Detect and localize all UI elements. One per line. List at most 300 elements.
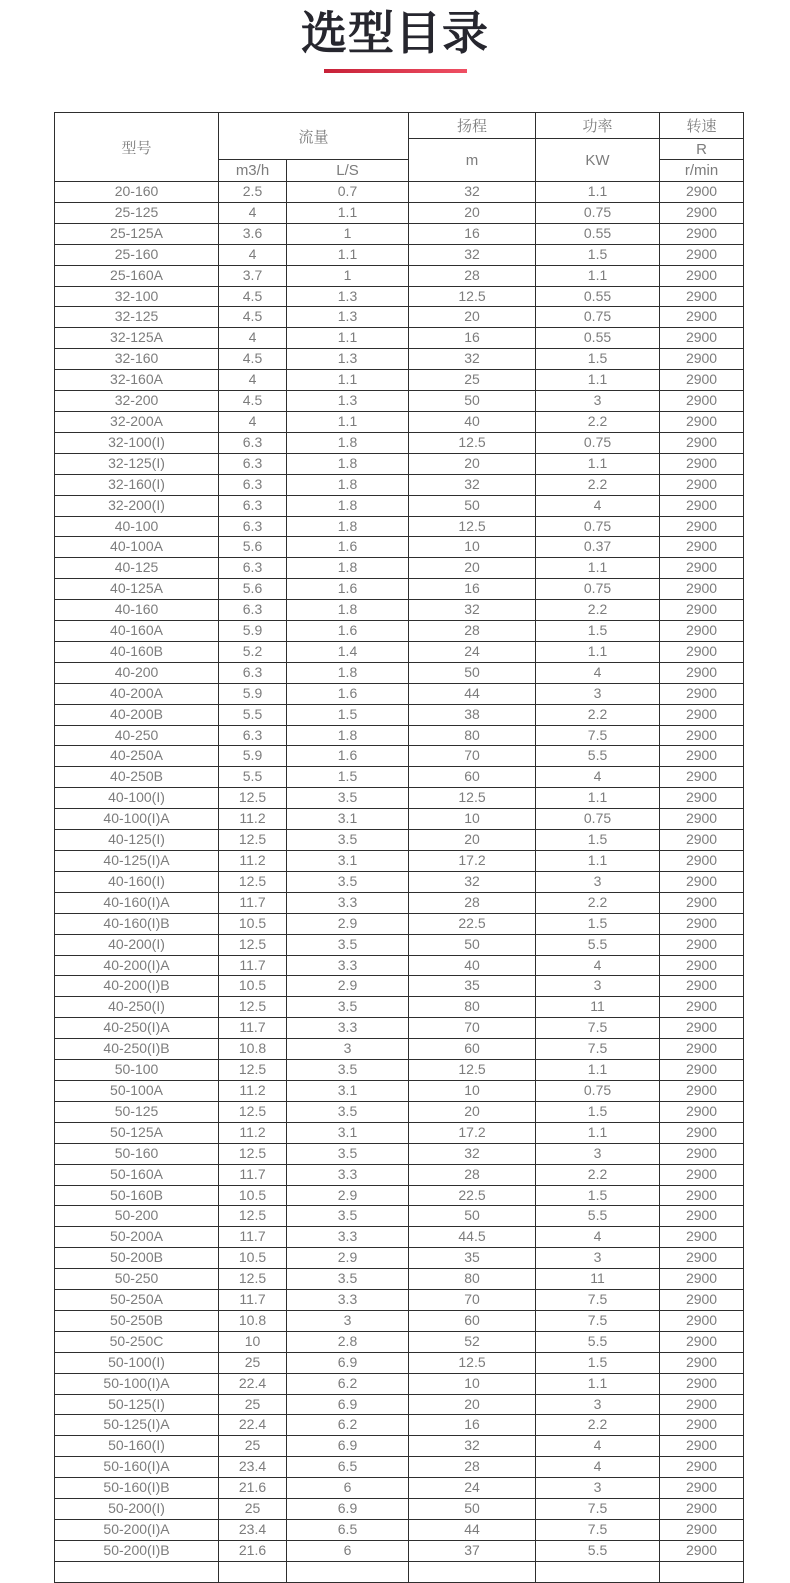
cell-flow-m3h: 3.6 xyxy=(219,223,287,244)
table-row xyxy=(55,474,744,495)
cell-power-kw: 3 xyxy=(536,1478,660,1499)
cell-model: 40-250(I)B xyxy=(55,1039,219,1060)
catalog-header xyxy=(55,113,744,182)
cell-flow-ls: 3.5 xyxy=(287,997,409,1018)
table-row xyxy=(55,328,744,349)
cell-head-m: 28 xyxy=(409,892,536,913)
cell-model: 32-125A xyxy=(55,328,219,349)
cell-speed-rpm: 2900 xyxy=(660,976,744,997)
cell-flow-ls: 3.1 xyxy=(287,1122,409,1143)
cell-flow-m3h: 10.5 xyxy=(219,976,287,997)
cell-head-m: 17.2 xyxy=(409,851,536,872)
cell-model: 50-100(I)A xyxy=(55,1373,219,1394)
cell-speed-rpm: 2900 xyxy=(660,558,744,579)
cell-model: 40-200 xyxy=(55,662,219,683)
cell-flow-ls: 1.8 xyxy=(287,725,409,746)
cell-flow-m3h: 10.5 xyxy=(219,1248,287,1269)
cell-flow-m3h: 25 xyxy=(219,1436,287,1457)
cell-speed-rpm: 2900 xyxy=(660,871,744,892)
cell-model: 40-100(I) xyxy=(55,788,219,809)
cell-model: 50-160A xyxy=(55,1164,219,1185)
cell-head-m: 12.5 xyxy=(409,1352,536,1373)
col-header-speed-unit: r/min xyxy=(660,160,744,182)
table-cell-cutoff xyxy=(287,1561,409,1582)
cell-flow-ls: 3.5 xyxy=(287,934,409,955)
catalog-body xyxy=(55,182,744,1583)
cell-flow-ls: 3 xyxy=(287,1310,409,1331)
cell-flow-m3h: 10.5 xyxy=(219,1185,287,1206)
cell-model: 40-160(I)B xyxy=(55,913,219,934)
cell-head-m: 60 xyxy=(409,1310,536,1331)
cell-speed-rpm: 2900 xyxy=(660,1499,744,1520)
cell-model: 25-125A xyxy=(55,223,219,244)
cell-model: 40-160 xyxy=(55,600,219,621)
table-row xyxy=(55,1478,744,1499)
cell-flow-m3h: 12.5 xyxy=(219,788,287,809)
cell-power-kw: 7.5 xyxy=(536,1520,660,1541)
cell-head-m: 40 xyxy=(409,411,536,432)
cell-power-kw: 4 xyxy=(536,1436,660,1457)
cell-model: 40-200(I) xyxy=(55,934,219,955)
cell-speed-rpm: 2900 xyxy=(660,1310,744,1331)
table-row xyxy=(55,1206,744,1227)
cell-flow-m3h: 5.9 xyxy=(219,746,287,767)
cell-speed-rpm: 2900 xyxy=(660,244,744,265)
table-row xyxy=(55,558,744,579)
cell-power-kw: 1.1 xyxy=(536,370,660,391)
cell-flow-m3h: 5.9 xyxy=(219,621,287,642)
cell-flow-ls: 1.1 xyxy=(287,244,409,265)
cell-flow-m3h: 6.3 xyxy=(219,600,287,621)
cell-speed-rpm: 2900 xyxy=(660,641,744,662)
table-row xyxy=(55,1101,744,1122)
cell-speed-rpm: 2900 xyxy=(660,1290,744,1311)
table-row xyxy=(55,453,744,474)
cell-head-m: 80 xyxy=(409,1269,536,1290)
cell-speed-rpm: 2900 xyxy=(660,307,744,328)
cell-speed-rpm: 2900 xyxy=(660,1269,744,1290)
cell-flow-ls: 6.2 xyxy=(287,1373,409,1394)
cell-model: 40-250A xyxy=(55,746,219,767)
cell-flow-ls: 1.6 xyxy=(287,683,409,704)
cell-model: 50-125A xyxy=(55,1122,219,1143)
cell-head-m: 40 xyxy=(409,955,536,976)
cell-speed-rpm: 2900 xyxy=(660,1227,744,1248)
cell-head-m: 10 xyxy=(409,1373,536,1394)
title-underline xyxy=(324,69,467,73)
cell-power-kw: 1.5 xyxy=(536,913,660,934)
cell-flow-m3h: 12.5 xyxy=(219,1143,287,1164)
cell-model: 50-160B xyxy=(55,1185,219,1206)
cell-flow-m3h: 4 xyxy=(219,411,287,432)
cell-speed-rpm: 2900 xyxy=(660,1478,744,1499)
cell-power-kw: 0.75 xyxy=(536,432,660,453)
cell-flow-m3h: 4.5 xyxy=(219,391,287,412)
table-cell-cutoff xyxy=(55,1561,219,1582)
cell-speed-rpm: 2900 xyxy=(660,997,744,1018)
cell-model: 32-160(I) xyxy=(55,474,219,495)
cell-speed-rpm: 2900 xyxy=(660,1520,744,1541)
cell-flow-m3h: 6.3 xyxy=(219,516,287,537)
cell-head-m: 20 xyxy=(409,1394,536,1415)
cell-speed-rpm: 2900 xyxy=(660,1143,744,1164)
table-row xyxy=(55,662,744,683)
table-row xyxy=(55,516,744,537)
cell-flow-m3h: 11.7 xyxy=(219,1290,287,1311)
cell-speed-rpm: 2900 xyxy=(660,223,744,244)
cell-flow-ls: 6.9 xyxy=(287,1436,409,1457)
cell-flow-ls: 1.6 xyxy=(287,579,409,600)
cell-speed-rpm: 2900 xyxy=(660,1039,744,1060)
table-row xyxy=(55,349,744,370)
cell-power-kw: 7.5 xyxy=(536,1290,660,1311)
cell-speed-rpm: 2900 xyxy=(660,537,744,558)
cell-power-kw: 5.5 xyxy=(536,1331,660,1352)
cell-speed-rpm: 2900 xyxy=(660,1164,744,1185)
cell-head-m: 16 xyxy=(409,1415,536,1436)
cell-speed-rpm: 2900 xyxy=(660,474,744,495)
cell-speed-rpm: 2900 xyxy=(660,432,744,453)
cell-power-kw: 7.5 xyxy=(536,1018,660,1039)
table-row xyxy=(55,1164,744,1185)
cell-power-kw: 0.75 xyxy=(536,202,660,223)
cell-speed-rpm: 2900 xyxy=(660,704,744,725)
cell-flow-ls: 1.6 xyxy=(287,621,409,642)
cell-head-m: 20 xyxy=(409,453,536,474)
cell-speed-rpm: 2900 xyxy=(660,182,744,203)
cell-flow-m3h: 10.8 xyxy=(219,1039,287,1060)
cell-head-m: 28 xyxy=(409,265,536,286)
cell-model: 40-125A xyxy=(55,579,219,600)
cell-model: 40-250 xyxy=(55,725,219,746)
cell-head-m: 12.5 xyxy=(409,432,536,453)
cell-head-m: 12.5 xyxy=(409,1060,536,1081)
table-cell-cutoff xyxy=(409,1561,536,1582)
cell-speed-rpm: 2900 xyxy=(660,1457,744,1478)
cell-flow-m3h: 11.7 xyxy=(219,892,287,913)
cell-model: 50-250 xyxy=(55,1269,219,1290)
cell-flow-m3h: 11.7 xyxy=(219,955,287,976)
cell-head-m: 16 xyxy=(409,579,536,600)
table-row xyxy=(55,1060,744,1081)
cell-flow-ls: 3.3 xyxy=(287,1290,409,1311)
cell-speed-rpm: 2900 xyxy=(660,579,744,600)
cell-flow-ls: 3.5 xyxy=(287,1101,409,1122)
table-row xyxy=(55,788,744,809)
cell-power-kw: 1.1 xyxy=(536,558,660,579)
cell-speed-rpm: 2900 xyxy=(660,1185,744,1206)
table-row xyxy=(55,1457,744,1478)
cell-model: 40-100 xyxy=(55,516,219,537)
cell-speed-rpm: 2900 xyxy=(660,1373,744,1394)
cell-power-kw: 0.75 xyxy=(536,579,660,600)
cell-speed-rpm: 2900 xyxy=(660,391,744,412)
cell-flow-ls: 0.7 xyxy=(287,182,409,203)
cell-head-m: 32 xyxy=(409,600,536,621)
cell-flow-ls: 3.3 xyxy=(287,1227,409,1248)
cell-flow-ls: 3.3 xyxy=(287,1164,409,1185)
cell-model: 50-200(I)A xyxy=(55,1520,219,1541)
table-row xyxy=(55,1122,744,1143)
cell-speed-rpm: 2900 xyxy=(660,955,744,976)
cell-speed-rpm: 2900 xyxy=(660,934,744,955)
cell-flow-ls: 6 xyxy=(287,1540,409,1561)
table-row xyxy=(55,1018,744,1039)
cell-power-kw: 1.1 xyxy=(536,1373,660,1394)
table-row xyxy=(55,1185,744,1206)
cell-speed-rpm: 2900 xyxy=(660,265,744,286)
cell-power-kw: 3 xyxy=(536,1143,660,1164)
cell-flow-m3h: 21.6 xyxy=(219,1478,287,1499)
cell-head-m: 70 xyxy=(409,1018,536,1039)
cell-speed-rpm: 2900 xyxy=(660,1394,744,1415)
col-header-flow-ls: L/S xyxy=(287,160,409,182)
cell-speed-rpm: 2900 xyxy=(660,1248,744,1269)
cell-flow-m3h: 11.2 xyxy=(219,851,287,872)
cell-speed-rpm: 2900 xyxy=(660,725,744,746)
cell-model: 40-125(I)A xyxy=(55,851,219,872)
cell-flow-ls: 6 xyxy=(287,1478,409,1499)
cell-flow-ls: 1.1 xyxy=(287,370,409,391)
cell-head-m: 25 xyxy=(409,370,536,391)
selection-catalog-table xyxy=(54,112,744,1583)
cell-power-kw: 5.5 xyxy=(536,1540,660,1561)
cell-power-kw: 0.55 xyxy=(536,328,660,349)
cell-power-kw: 4 xyxy=(536,495,660,516)
cell-flow-m3h: 25 xyxy=(219,1352,287,1373)
cell-power-kw: 7.5 xyxy=(536,1310,660,1331)
cell-model: 50-160(I)A xyxy=(55,1457,219,1478)
cell-flow-ls: 1.8 xyxy=(287,516,409,537)
cell-power-kw: 1.1 xyxy=(536,1122,660,1143)
cell-flow-m3h: 6.3 xyxy=(219,558,287,579)
cell-model: 50-125 xyxy=(55,1101,219,1122)
table-row xyxy=(55,767,744,788)
cell-flow-m3h: 12.5 xyxy=(219,1101,287,1122)
cell-head-m: 50 xyxy=(409,1206,536,1227)
cell-model: 32-100(I) xyxy=(55,432,219,453)
cell-head-m: 20 xyxy=(409,1101,536,1122)
cell-model: 50-200A xyxy=(55,1227,219,1248)
cell-flow-m3h: 23.4 xyxy=(219,1457,287,1478)
table-row xyxy=(55,1499,744,1520)
table-row xyxy=(55,621,744,642)
cell-flow-ls: 2.9 xyxy=(287,1248,409,1269)
cell-model: 50-250A xyxy=(55,1290,219,1311)
cell-head-m: 44.5 xyxy=(409,1227,536,1248)
cell-model: 40-100A xyxy=(55,537,219,558)
cell-head-m: 32 xyxy=(409,1143,536,1164)
cell-model: 40-250(I)A xyxy=(55,1018,219,1039)
cell-power-kw: 7.5 xyxy=(536,725,660,746)
cell-flow-ls: 3.1 xyxy=(287,1080,409,1101)
cell-head-m: 10 xyxy=(409,1080,536,1101)
cell-power-kw: 5.5 xyxy=(536,1206,660,1227)
cell-flow-m3h: 4.5 xyxy=(219,307,287,328)
cell-model: 40-250B xyxy=(55,767,219,788)
cell-speed-rpm: 2900 xyxy=(660,495,744,516)
col-header-flow: 流量 xyxy=(219,113,409,160)
cell-flow-ls: 3.5 xyxy=(287,788,409,809)
cell-flow-m3h: 25 xyxy=(219,1499,287,1520)
cell-flow-ls: 1.3 xyxy=(287,307,409,328)
cell-flow-ls: 1.8 xyxy=(287,495,409,516)
cell-speed-rpm: 2900 xyxy=(660,516,744,537)
cell-head-m: 50 xyxy=(409,495,536,516)
col-header-speed: 转速 xyxy=(660,113,744,139)
cell-flow-m3h: 12.5 xyxy=(219,997,287,1018)
table-row xyxy=(55,495,744,516)
cell-head-m: 52 xyxy=(409,1331,536,1352)
cell-speed-rpm: 2900 xyxy=(660,286,744,307)
cell-power-kw: 0.75 xyxy=(536,307,660,328)
cell-power-kw: 5.5 xyxy=(536,746,660,767)
cell-flow-ls: 3.3 xyxy=(287,892,409,913)
cell-flow-ls: 1.1 xyxy=(287,411,409,432)
cell-flow-m3h: 5.2 xyxy=(219,641,287,662)
cell-head-m: 32 xyxy=(409,244,536,265)
cell-flow-m3h: 21.6 xyxy=(219,1540,287,1561)
cell-head-m: 80 xyxy=(409,997,536,1018)
table-row xyxy=(55,1331,744,1352)
table-row xyxy=(55,1436,744,1457)
cell-head-m: 60 xyxy=(409,767,536,788)
cell-speed-rpm: 2900 xyxy=(660,1352,744,1373)
table-row xyxy=(55,683,744,704)
cell-speed-rpm: 2900 xyxy=(660,851,744,872)
cell-flow-m3h: 6.3 xyxy=(219,453,287,474)
table-row xyxy=(55,1394,744,1415)
cell-flow-m3h: 23.4 xyxy=(219,1520,287,1541)
cell-speed-rpm: 2900 xyxy=(660,662,744,683)
cell-speed-rpm: 2900 xyxy=(660,453,744,474)
table-cell-cutoff xyxy=(536,1561,660,1582)
cell-flow-m3h: 4 xyxy=(219,202,287,223)
table-row xyxy=(55,913,744,934)
cell-head-m: 20 xyxy=(409,202,536,223)
cell-flow-ls: 1.6 xyxy=(287,746,409,767)
cell-power-kw: 1.1 xyxy=(536,788,660,809)
cell-power-kw: 1.5 xyxy=(536,1101,660,1122)
cell-power-kw: 1.5 xyxy=(536,621,660,642)
cell-flow-m3h: 6.3 xyxy=(219,474,287,495)
cell-head-m: 16 xyxy=(409,223,536,244)
cell-model: 40-160B xyxy=(55,641,219,662)
cell-flow-ls: 6.9 xyxy=(287,1394,409,1415)
cell-speed-rpm: 2900 xyxy=(660,621,744,642)
cell-power-kw: 1.1 xyxy=(536,641,660,662)
table-row xyxy=(55,391,744,412)
cell-model: 32-160A xyxy=(55,370,219,391)
table-row xyxy=(55,1352,744,1373)
cell-power-kw: 2.2 xyxy=(536,892,660,913)
cell-head-m: 20 xyxy=(409,307,536,328)
cell-model: 50-125(I) xyxy=(55,1394,219,1415)
cell-head-m: 60 xyxy=(409,1039,536,1060)
cell-model: 50-250B xyxy=(55,1310,219,1331)
cell-model: 32-200(I) xyxy=(55,495,219,516)
table-row xyxy=(55,432,744,453)
cell-power-kw: 4 xyxy=(536,662,660,683)
table-row xyxy=(55,411,744,432)
cell-model: 40-160(I) xyxy=(55,871,219,892)
cell-flow-ls: 3.5 xyxy=(287,1269,409,1290)
table-row xyxy=(55,1415,744,1436)
cell-head-m: 50 xyxy=(409,934,536,955)
cell-flow-m3h: 4 xyxy=(219,370,287,391)
cell-flow-m3h: 6.3 xyxy=(219,725,287,746)
cell-model: 50-160 xyxy=(55,1143,219,1164)
cell-head-m: 35 xyxy=(409,976,536,997)
cell-flow-ls: 2.9 xyxy=(287,1185,409,1206)
cell-head-m: 37 xyxy=(409,1540,536,1561)
table-row xyxy=(55,892,744,913)
cell-power-kw: 2.2 xyxy=(536,474,660,495)
cell-flow-m3h: 22.4 xyxy=(219,1373,287,1394)
cell-power-kw: 3 xyxy=(536,871,660,892)
cell-flow-m3h: 5.9 xyxy=(219,683,287,704)
cell-model: 32-160 xyxy=(55,349,219,370)
cell-flow-m3h: 4.5 xyxy=(219,286,287,307)
cell-speed-rpm: 2900 xyxy=(660,1206,744,1227)
cell-power-kw: 3 xyxy=(536,976,660,997)
cell-head-m: 32 xyxy=(409,1436,536,1457)
table-row xyxy=(55,223,744,244)
cell-power-kw: 1.1 xyxy=(536,182,660,203)
table-row xyxy=(55,1143,744,1164)
cell-flow-m3h: 11.7 xyxy=(219,1018,287,1039)
table-row xyxy=(55,1373,744,1394)
col-header-head-unit: m xyxy=(409,139,536,182)
cell-power-kw: 7.5 xyxy=(536,1499,660,1520)
cell-model: 40-160(I)A xyxy=(55,892,219,913)
cell-speed-rpm: 2900 xyxy=(660,1060,744,1081)
table-row xyxy=(55,265,744,286)
table-row xyxy=(55,997,744,1018)
cell-head-m: 28 xyxy=(409,621,536,642)
cell-head-m: 16 xyxy=(409,328,536,349)
cell-head-m: 70 xyxy=(409,1290,536,1311)
table-row xyxy=(55,809,744,830)
cell-flow-m3h: 6.3 xyxy=(219,432,287,453)
cell-model: 25-125 xyxy=(55,202,219,223)
cell-model: 32-200A xyxy=(55,411,219,432)
cell-flow-m3h: 10 xyxy=(219,1331,287,1352)
cell-head-m: 44 xyxy=(409,1520,536,1541)
table-row xyxy=(55,704,744,725)
cell-flow-m3h: 11.7 xyxy=(219,1227,287,1248)
cell-speed-rpm: 2900 xyxy=(660,411,744,432)
cell-flow-m3h: 5.5 xyxy=(219,767,287,788)
cell-power-kw: 4 xyxy=(536,955,660,976)
table-row xyxy=(55,1290,744,1311)
cell-head-m: 22.5 xyxy=(409,1185,536,1206)
cell-power-kw: 3 xyxy=(536,391,660,412)
cell-speed-rpm: 2900 xyxy=(660,349,744,370)
page xyxy=(0,7,790,1558)
cell-speed-rpm: 2900 xyxy=(660,746,744,767)
cell-flow-m3h: 6.3 xyxy=(219,495,287,516)
cell-speed-rpm: 2900 xyxy=(660,1018,744,1039)
cell-head-m: 50 xyxy=(409,1499,536,1520)
table-row xyxy=(55,934,744,955)
cell-flow-m3h: 6.3 xyxy=(219,662,287,683)
table-row xyxy=(55,1248,744,1269)
cell-model: 40-100(I)A xyxy=(55,809,219,830)
cell-flow-m3h: 11.2 xyxy=(219,809,287,830)
cell-flow-m3h: 4.5 xyxy=(219,349,287,370)
cell-head-m: 22.5 xyxy=(409,913,536,934)
